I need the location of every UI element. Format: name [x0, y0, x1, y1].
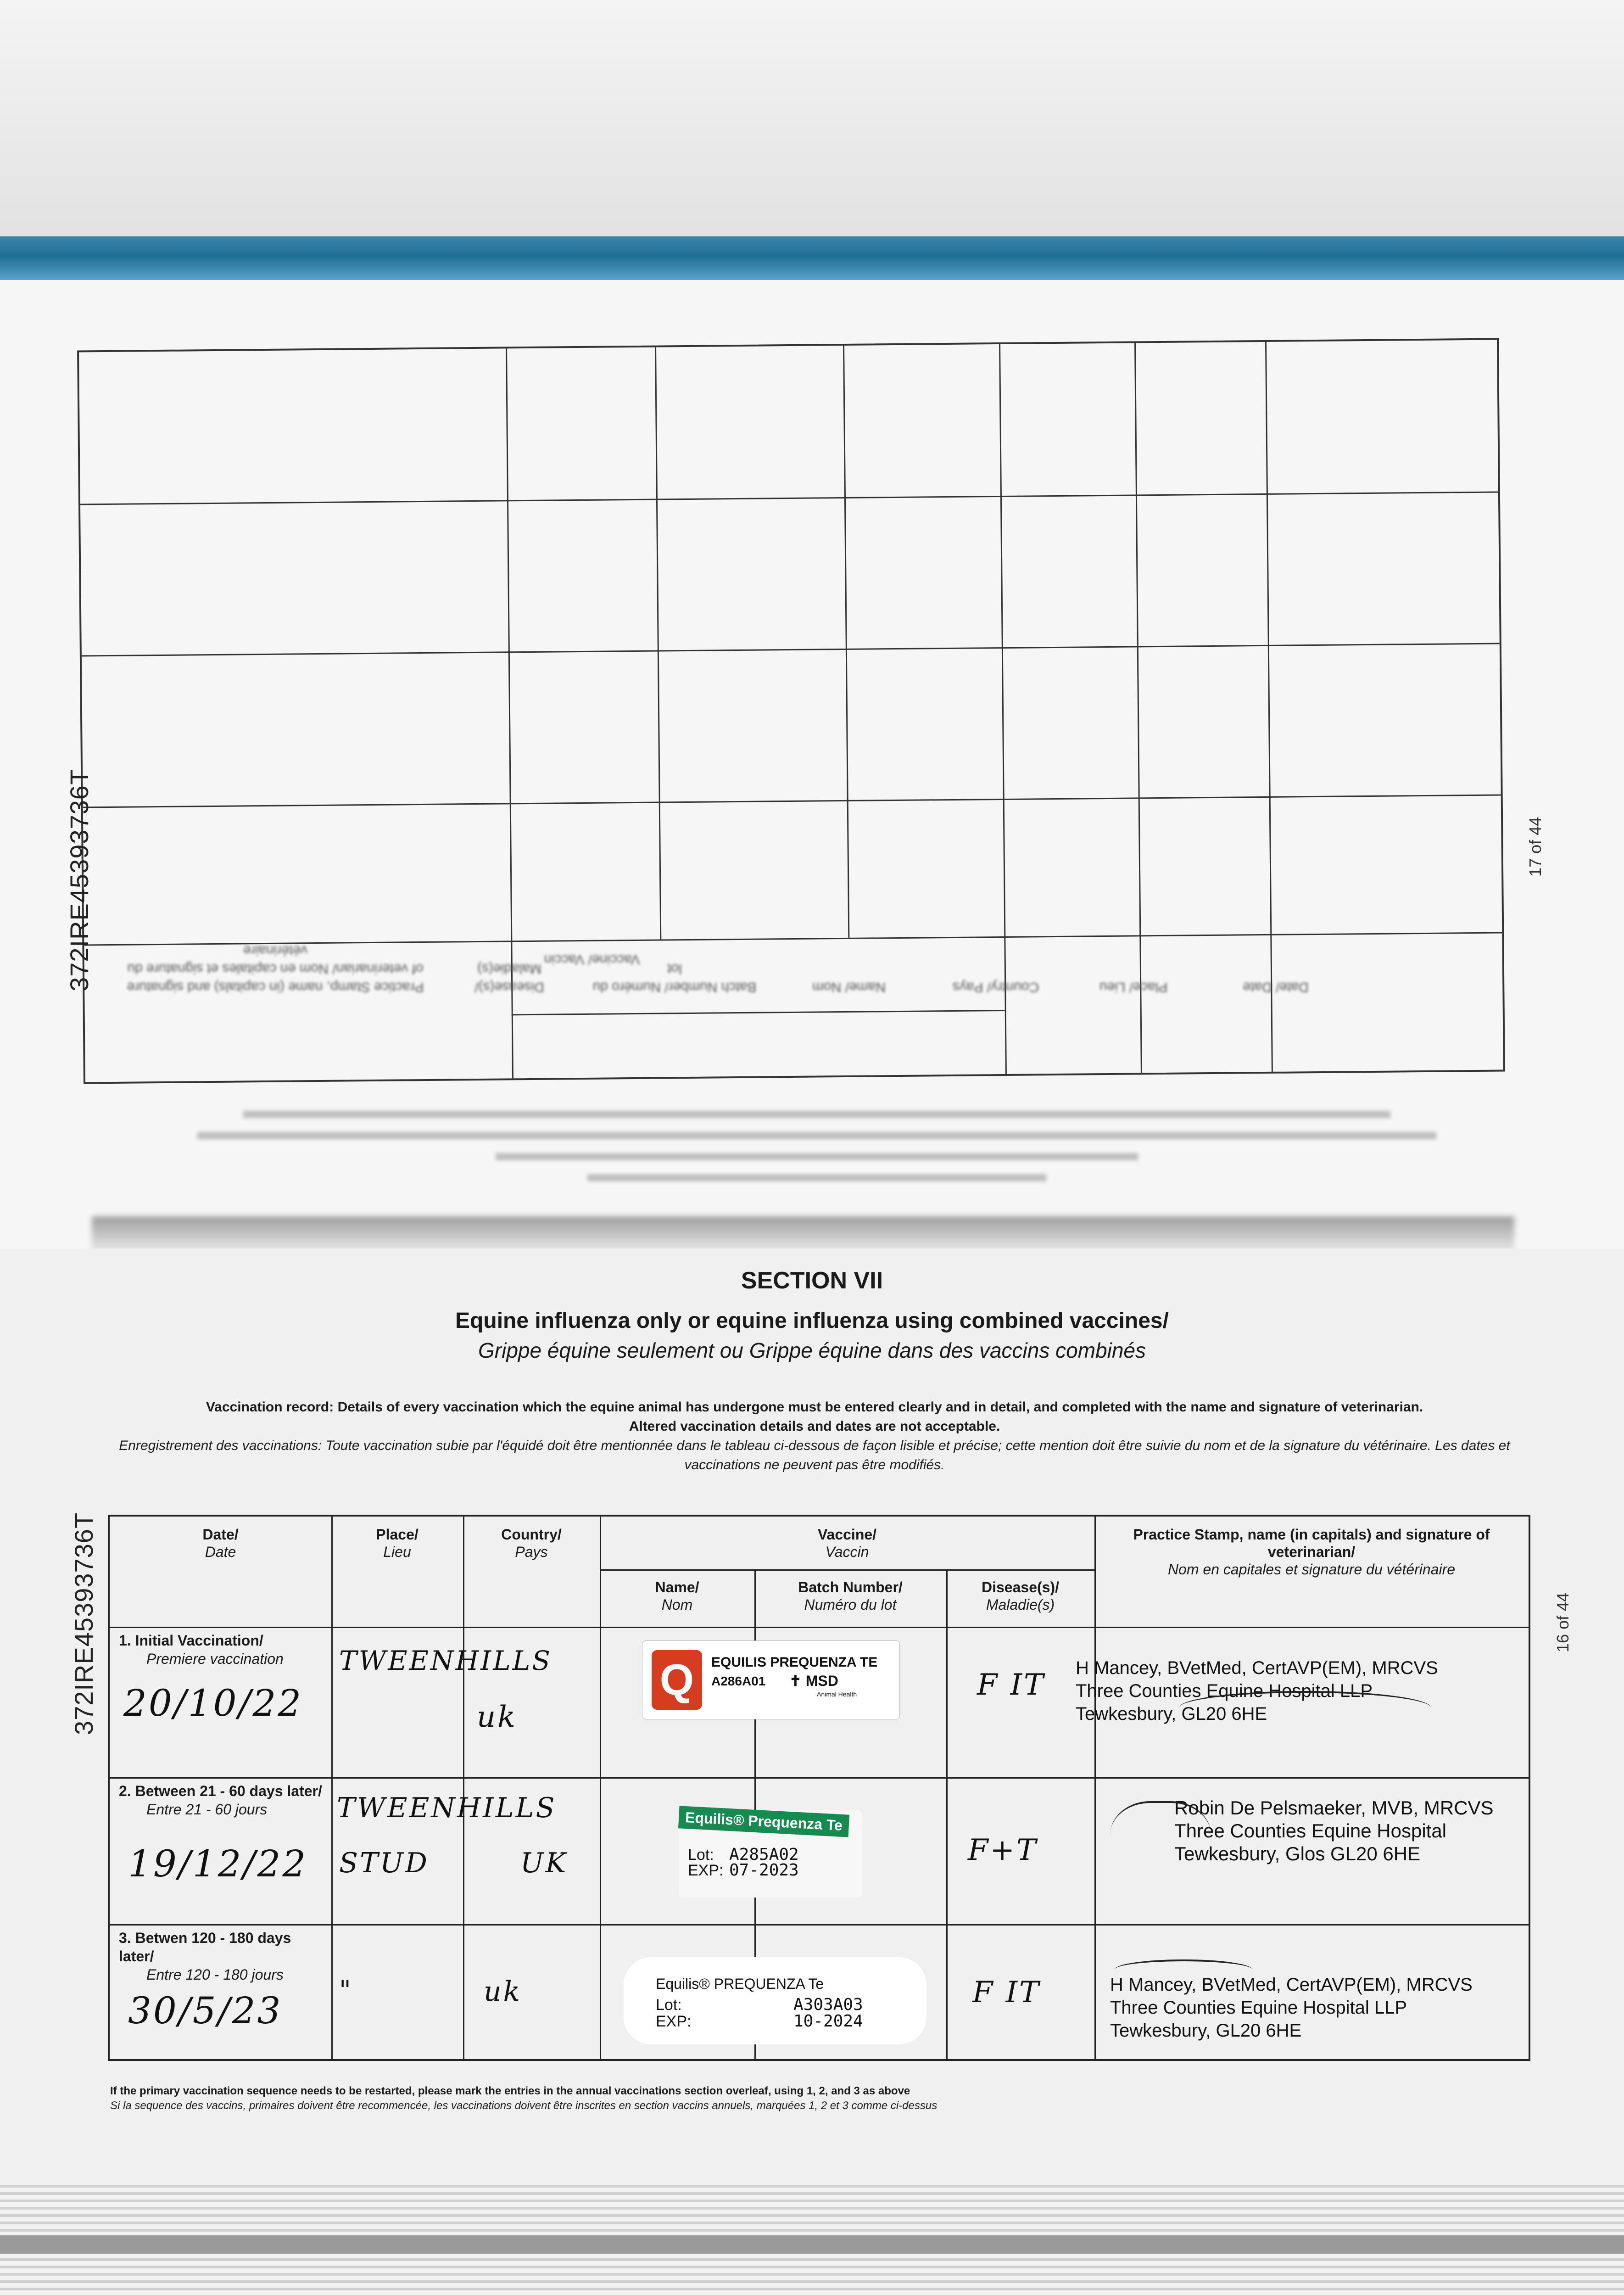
row2-stamp: Robin De Pelsmaeker, MVB, MRCVS Three Counties Equine Hospital Tewkesbury, Glos GL20 6HE	[1174, 1797, 1494, 1864]
upper-header-date: Date/ Date	[1243, 980, 1309, 995]
row1-vaccine-name: EQUILIS PREQUENZA TE	[711, 1655, 878, 1670]
footer-fr: Si la sequence des vaccins, primaires doivent être recommencée, les vaccinations doivent être inscrites en section vaccins annuels, marquées 1, 2 et 3 comme ci-dessus	[110, 2099, 938, 2112]
header-stamp: Practice Stamp, name (in capitals) and signature of veterinarian/ Nom en capitales et signature du vétérinaire	[1133, 1526, 1490, 1578]
heading-fr: Grippe équine seulement ou Grippe équine dans des vaccins combinés	[478, 1338, 1146, 1362]
binding-strip	[0, 236, 1624, 280]
row2-place2: STUD	[339, 1847, 429, 1879]
upper-header-disease: Disease(s)/ Maladie(s)	[474, 961, 544, 995]
header-name: Name/ Nom	[655, 1579, 699, 1613]
upper-header-name: Name/ Nom	[812, 980, 886, 995]
footer-note	[110, 2084, 937, 2113]
row1-signature	[1179, 1691, 1431, 1725]
upper-header-batch: Batch Number/ Numéro du lot	[592, 961, 757, 995]
row3-disease: F IT	[972, 1976, 1041, 2010]
header-vaccine: Vaccine/ Vaccin	[817, 1526, 877, 1560]
lower-document-id: 372IRE45393736T	[69, 1512, 98, 1735]
msd-logo: ✝ MSD	[789, 1673, 838, 1689]
row2-vaccine-name: Equilis® Prequenza Te	[678, 1806, 849, 1837]
row3-label: 3. Betwen 120 - 180 days later/ Entre 120 - 180 jours	[119, 1930, 291, 1983]
upper-header-place: Place/ Lieu	[1099, 980, 1168, 995]
section-title: SECTION VII	[741, 1267, 883, 1294]
row1-country: uk	[477, 1700, 517, 1734]
row2-country: UK	[520, 1847, 568, 1879]
heading-en: Equine influenza only or equine influenza using combined vaccines/	[455, 1309, 1169, 1333]
row1-place: TWEENHILLS	[339, 1645, 552, 1676]
intro-text	[110, 1398, 1519, 1475]
row3-signature	[1115, 1959, 1252, 1980]
upper-header-country: Country/ Pays	[952, 980, 1039, 995]
intro-en-2: Altered vaccination details and dates are not acceptable.	[629, 1419, 1000, 1434]
row2-label: 2. Between 21 - 60 days later/ Entre 21 - 60 jours	[119, 1783, 322, 1818]
vaccination-table	[108, 1515, 1530, 2061]
row2-disease: F+T	[968, 1833, 1038, 1867]
upper-header-vaccine: Vaccine/ Vaccin	[544, 952, 640, 967]
row3-vaccine-sticker	[624, 1957, 926, 2044]
row3-place: "	[339, 1976, 353, 2005]
row2-batch-values: A285A02 07-2023	[729, 1845, 799, 1880]
row2-signature	[1110, 1801, 1211, 1886]
intro-en: Vaccination record: Details of every vaccination which the equine animal has undergone must be entered clearly and in detail, and completed with the name and signature of veterinarian.	[206, 1399, 1423, 1415]
upper-page-number: 17 of 44	[1526, 817, 1545, 877]
intro-fr: Enregistrement des vaccinations: Toute vaccination subie par l'équidé doit être mentionnée dans le tableau ci-dessous de façon lisible et précise; cette mention doit être suivie du nom et de la signature du vétérinaire. Les dates et vaccinations ne peuvent pas être modifiés.	[119, 1438, 1510, 1472]
upper-blurred-text	[197, 1097, 1436, 1195]
row1-vaccine-sticker	[642, 1640, 900, 1719]
row3-stamp: H Mancey, BVetMed, CertAVP(EM), MRCVS Three Counties Equine Hospital LLP Tewkesbury, GL20 6HE	[1110, 1975, 1473, 2041]
upper-header-stamp: Practice Stamp, name (in capitals) and signature of veterinarian/ Nom en capitales et signature du vétérinaire	[127, 943, 424, 995]
row3-batch-values: A303A03 10-2024	[793, 1995, 863, 2031]
footer-en: If the primary vaccination sequence needs to be restarted, please mark the entries in the annual vaccinations section overleaf, using 1, 2, and 3 as above	[110, 2085, 910, 2097]
row2-date: 19/12/22	[128, 1842, 308, 1885]
upper-document-id: 372IRE45393736T	[65, 768, 94, 991]
row3-date: 30/5/23	[128, 1989, 283, 2032]
row1-date: 20/10/22	[123, 1682, 303, 1724]
header-date: Date/ Date	[202, 1526, 239, 1560]
row3-vaccine-name: Equilis® PREQUENZA Te	[656, 1976, 824, 1992]
row1-label: 1. Initial Vaccination/ Premiere vaccination	[119, 1632, 284, 1667]
row1-batch: A286A01	[711, 1674, 766, 1688]
row1-stamp: H Mancey, BVetMed, CertAVP(EM), MRCVS Three Counties Equine Hospital LLP Tewkesbury, GL20 6HE	[1076, 1658, 1438, 1724]
msd-sub: Animal Health	[817, 1690, 857, 1698]
book-page-edges	[0, 2185, 1624, 2295]
q-logo: Q	[652, 1650, 702, 1710]
header-country: Country/ Pays	[501, 1526, 562, 1560]
row3-lot-labels: Lot: EXP:	[656, 1996, 692, 2030]
header-place: Place/ Lieu	[376, 1526, 419, 1560]
lower-page-number: 16 of 44	[1553, 1592, 1572, 1652]
row2-place: TWEENHILLS	[337, 1792, 557, 1824]
lower-page	[0, 1248, 1624, 2189]
row3-country: uk	[484, 1976, 522, 2008]
row2-lot-labels: Lot: EXP:	[688, 1846, 724, 1879]
scan-background	[0, 0, 1624, 239]
row2-vaccine-sticker	[679, 1810, 862, 1898]
header-disease: Disease(s)/ Maladie(s)	[982, 1579, 1059, 1613]
header-batch: Batch Number/ Numéro du lot	[798, 1579, 903, 1613]
row1-disease: F IT	[977, 1668, 1045, 1702]
upper-page	[0, 280, 1624, 1248]
